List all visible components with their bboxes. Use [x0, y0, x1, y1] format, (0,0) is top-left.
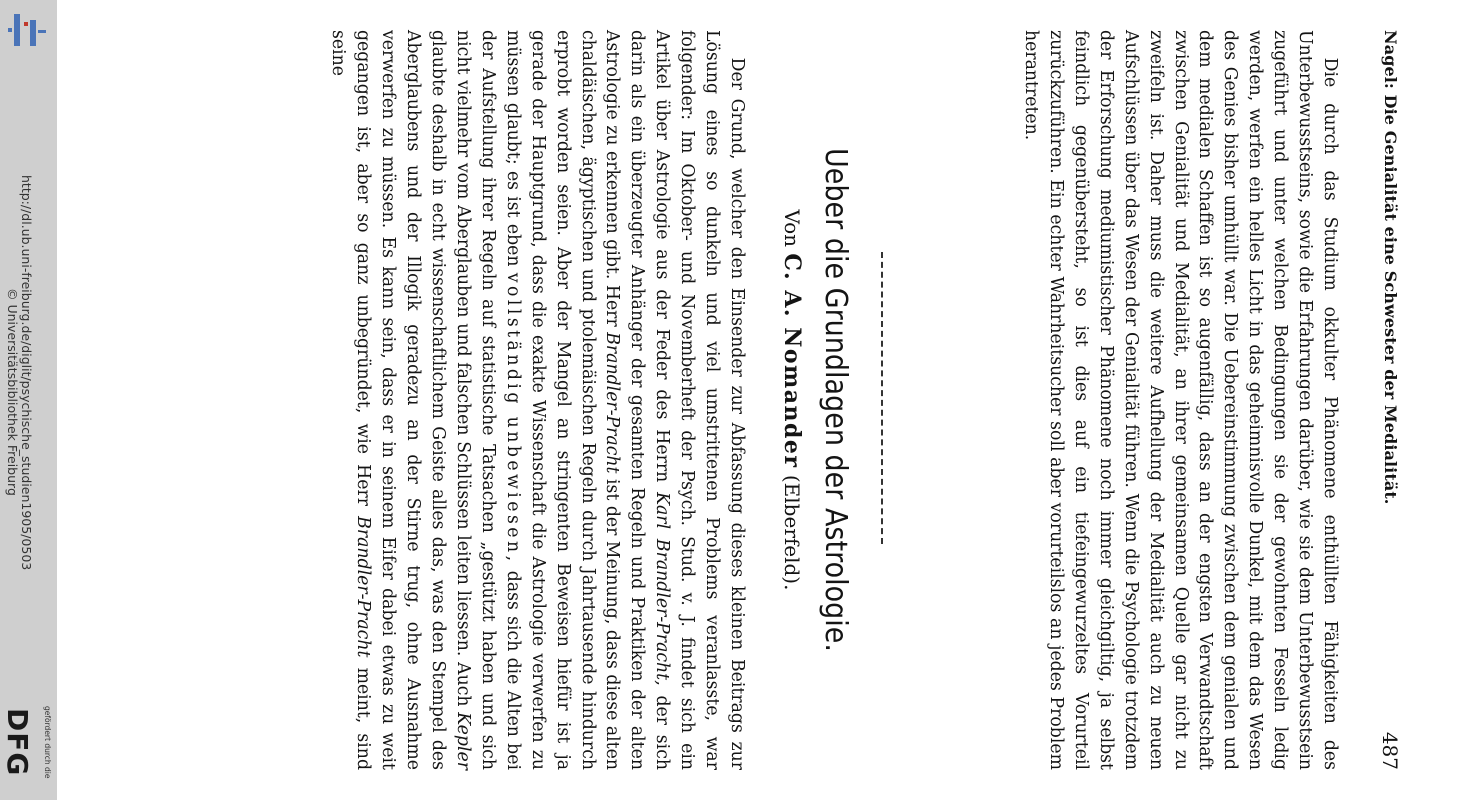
byline — [779, 30, 805, 770]
byline-prefix: Von — [780, 209, 804, 248]
scanned-page — [195, 30, 1405, 770]
paragraph — [326, 30, 749, 770]
emphasized-text: vollständig unbewiesen, — [502, 272, 523, 565]
person-name: Brandler-Pracht — [602, 332, 623, 474]
paragraph: Die durch das Studium okkulter Phänomene enthüllten Fähigkeiten des Unterbewusstseins, sowie die Erfahrungen darüber, wie sie dem Unterbewusstsein zugeführt und unter welchen Bedingungen sie der gewohnten Fesseln ledig werden, werfen ein helles Licht in das geheimnisvolle Dunkel, mit dem das Wesen des Genies bisher umhüllt war. Die Uebereinstimmung zwischen dem genialen und dem medialen Schaffen ist so augenfällig, dass an der engsten Verwandtschaft zwischen Genialität und Medialität, an ihrer gemeinsamen Quelle gar nicht zu zweifeln ist. Daher muss die weitere Aufhellung der Medialität auch zu neuen Aufschlüssen über das Wesen der Genialität führen. Wenn die Psychologie trotzdem der Erforschung mediumistischer Phänomene noch immer gleichgiltig, ja selbst feindlich gegenübersteht, so ist dies auf ein tiefeingewurzeltes Vorurteil zurückzuführen. Ein echter Wahrheitsucher soll aber vorurteilslos an jedes Problem herantreten. — [1021, 30, 1340, 770]
copyright-notice: © Universitätsbibliothek Freiburg — [5, 288, 20, 496]
text-run: dass sich die Alten bei der Aufstellung ihrer Regeln auf statistische Tatsachen „gestützt haben und sich nicht vielmehr vom Aberglauben und falschen Schlüssen leiten liessen. Auch — [453, 30, 523, 770]
text-run: ist der Meinung, dass diese alten chaldäischen, ägyptischen und ptolemäischen Regeln durch Jahrtausende hindurch erprobt worden seien. Aber der Mangel an stringenten Beweisen hiefür ist ja gerade der Hauptgrund, dass die exakte Wissenschaft die Astrologie verwerfen zu müssen glaubt; es ist eben — [502, 30, 623, 770]
person-name: Kepler — [453, 712, 474, 770]
running-head — [1375, 30, 1405, 770]
document-url[interactable]: http://dl.ub.uni-freiburg.de/diglit/psychische_studien1905/0503 — [19, 175, 34, 571]
viewer-sidebar — [0, 0, 57, 800]
ub-freiburg-logo-icon — [4, 8, 48, 52]
text-run: Der Grund, welcher den Einsender zur Abfassung dieses kleinen Beitrags zur Lösung eines so dunkeln und viel umstrittenen Problems veranlasste, war folgender: Im Oktober- und Novemberheft der Psych. Stud. v. J. findet sich ein Artikel über Astrologie aus der Feder des Herrn — [652, 30, 747, 770]
previous-article-ending — [1018, 30, 1342, 770]
dfg-logo: DFG — [1, 708, 34, 777]
person-name: Brandler-Pracht — [353, 516, 374, 658]
text-run: meint, sind seine — [328, 30, 374, 771]
text-run: der sich darin als ein überzeugter Anhänger der gesamten Regeln und Praktiken der alten Astrologie zu erkennen gibt. Herr — [602, 30, 673, 770]
dfg-funding-caption: gefördert durch die — [43, 706, 52, 779]
author-location: (Elberfeld). — [780, 474, 804, 591]
section-separator — [881, 252, 883, 544]
page-number: 487 — [1378, 731, 1402, 770]
article-title: Ueber die Grundlagen der Astrologie. — [818, 148, 853, 652]
running-head-title: Nagel: Die Genialität eine Schwester der Medialität. — [1381, 30, 1400, 505]
text-run: glaubte deshalb in echt wissenschaftlichem Geiste alles das, was den Stempel des Aberglaubens und der Illogik geradezu an der Stirne trug, ohne Ausnahme verwerfen zu müssen. Es kann sein, dass er in seinem Eifer dabei etwas zu weit gegangen ist, aber so ganz unbegründet, wie Herr — [353, 30, 449, 770]
author-name: C. A. Nomander — [779, 253, 805, 469]
article-body — [326, 30, 749, 770]
person-name: Karl Brandler-Pracht, — [652, 492, 673, 686]
